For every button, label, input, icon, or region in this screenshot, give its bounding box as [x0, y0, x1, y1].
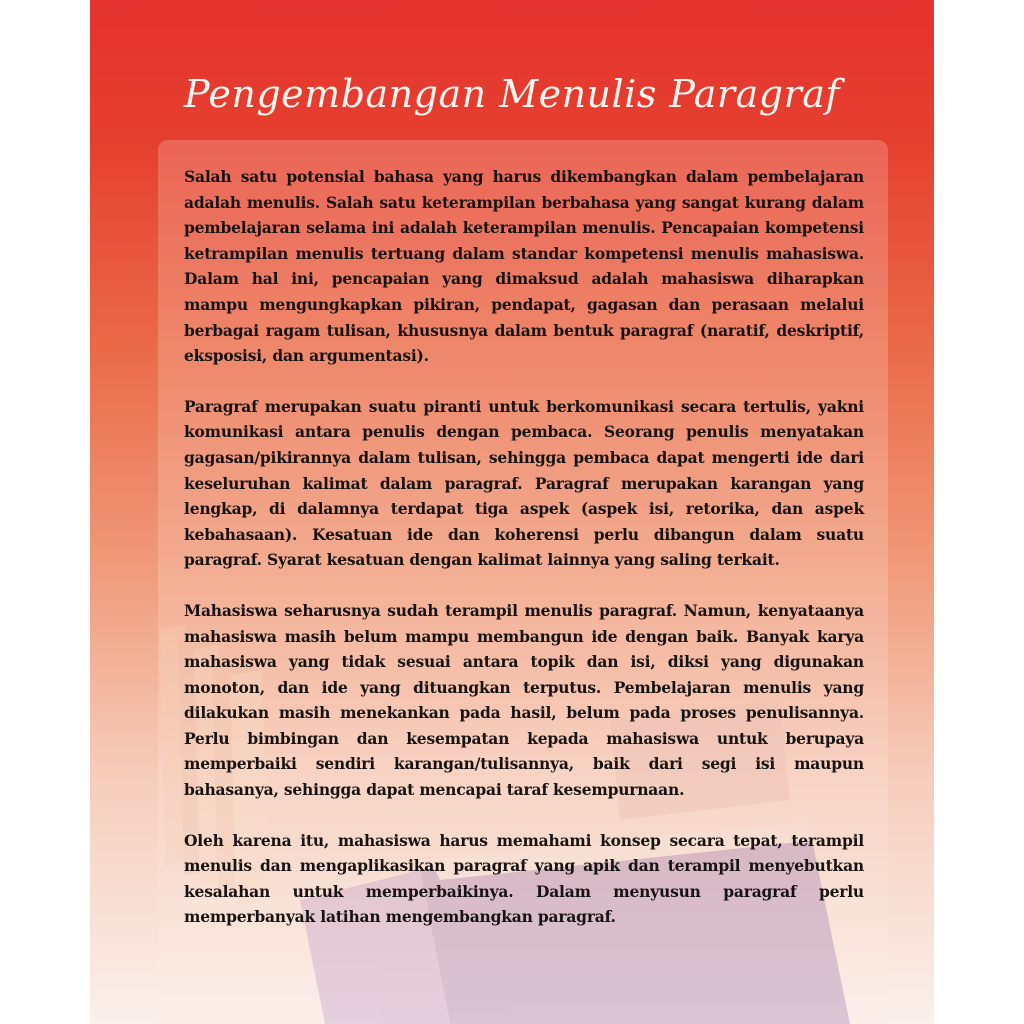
paragraph-2: Paragraf merupakan suatu piranti untuk berkomunikasi secara tertulis, yakni komunikasi antara penulis dengan pembaca. Seorang penulis menyatakan gagasan/pikirannya dalam tulisan, sehingga pembaca dapat mengerti ide dari keseluruhan kalimat dalam paragraf. Paragraf merupakan karangan yang lengkap, di dalamnya terdapat tiga aspek (aspek isi, retorika, dan aspek kebahasaan). Kesatuan ide dan koherensi perlu dibangun dalam suatu paragraf. Syarat kesatuan dengan kalimat lainnya yang saling terkait.	[184, 396, 864, 570]
book-cover	[90, 0, 934, 1024]
page-title: Pengembangan Menulis Paragraf	[184, 72, 840, 116]
paragraph-3: Mahasiswa seharusnya sudah terampil menulis paragraf. Namun, kenyataanya mahasiswa masih belum mampu membangun ide dengan baik. Banyak karya mahasiswa yang tidak sesuai antara topik dan isi, diksi yang digunakan monoton, dan ide yang dituangkan terputus. Pembelajaran menulis yang dilakukan masih menekankan pada hasil, belum pada proses penulisannya. Perlu bimbingan dan kesempatan kepada mahasiswa untuk berupaya memperbaiki sendiri karangan/tulisannya, baik dari segi isi maupun bahasanya, sehingga dapat mencapai taraf kesempurnaan.	[184, 600, 864, 800]
paragraph-1: Salah satu potensial bahasa yang harus dikembangkan dalam pembelajaran adalah menulis. Salah satu keterampilan berbahasa yang sangat kurang dalam pembelajaran selama ini adalah keterampilan menulis. Pencapaian kompetensi ketrampilan menulis tertuang dalam standar kompetensi menulis mahasiswa. Dalam hal ini, pencapaian yang dimaksud adalah mahasiswa diharapkan mampu mengungkapkan pikiran, pendapat, gagasan dan perasaan melalui berbagai ragam tulisan, khususnya dalam bentuk paragraf (naratif, deskriptif, eksposisi, dan argumentasi).	[184, 167, 864, 366]
paragraph-4: Oleh karena itu, mahasiswa harus memahami konsep secara tepat, terampil menulis dan mengaplikasikan paragraf yang apik dan terampil menyebutkan kesalahan untuk memperbaikinya. Dalam menyusun paragraf perlu memperbanyak latihan mengembangkan paragraf.	[184, 830, 864, 927]
text-panel	[158, 140, 888, 1024]
